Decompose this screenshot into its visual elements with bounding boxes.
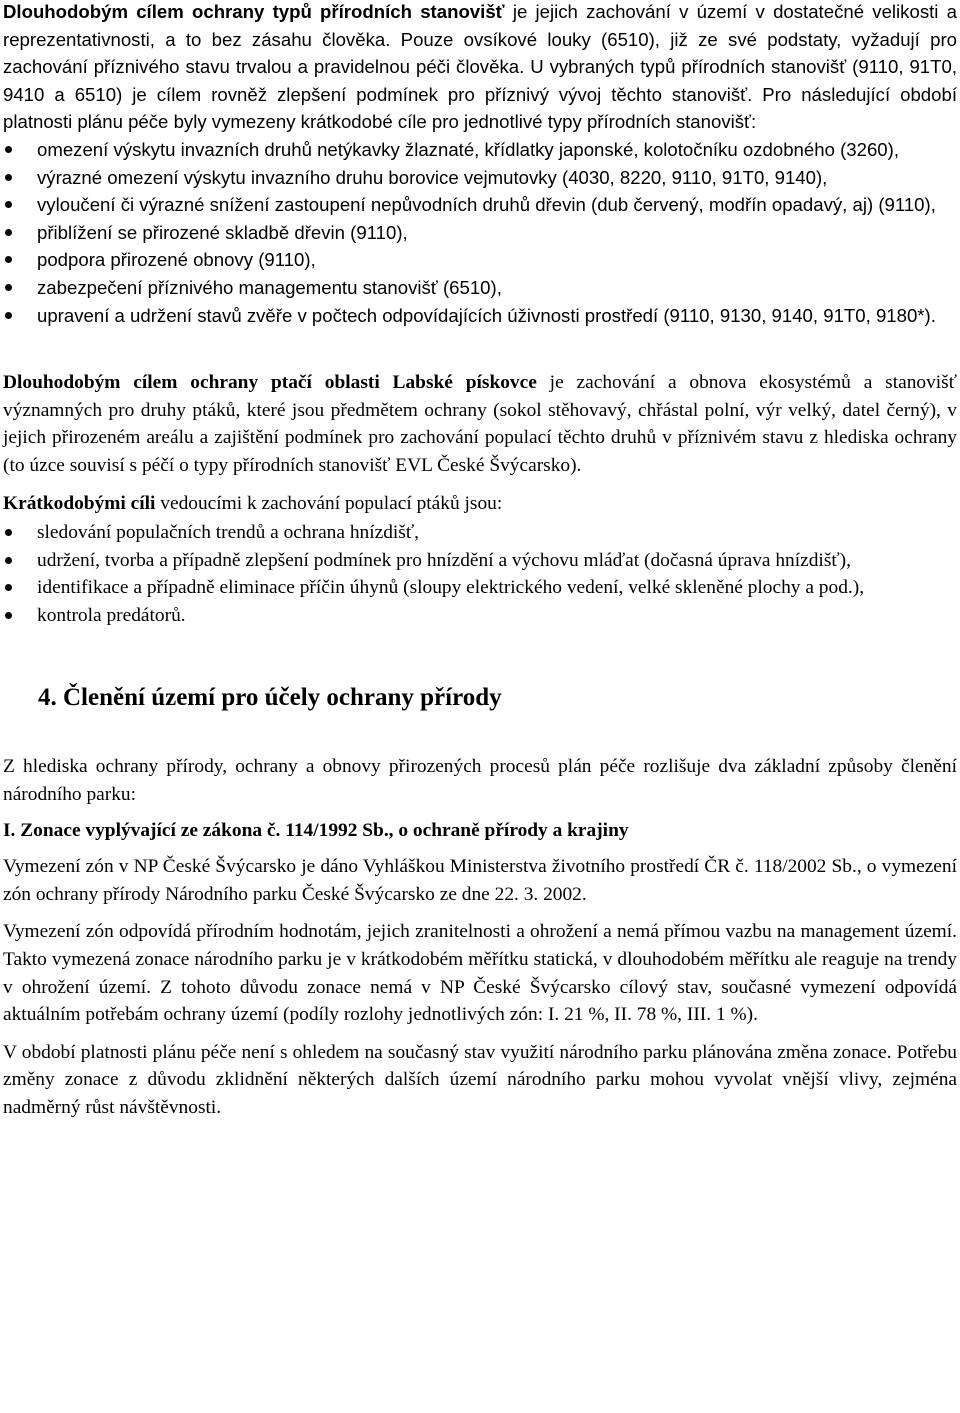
- short-term-goals-text: vedoucími k zachování populací ptáků jsou:: [155, 492, 503, 514]
- bird-area-lead: Dlouhodobým cílem ochrany ptačí oblasti Labské pískovce: [3, 372, 537, 394]
- short-term-goals-lead: Krátkodobými cíli: [3, 492, 156, 514]
- zoning-values-paragraph: Vymezení zón odpovídá přírodním hodnotám, jejich zranitelnosti a ohrožení a nemá přímou vazbu na management území. Takto vymezená zonace národního parku je v krátkodobém měřítku statická, v dlouhodobém měřítku ale reaguje na trendy v ohrožení území. Z tohoto důvodu zonace nemá v NP České Švýcarsko cílový stav, současné vymezení odpovídá aktuálním potřebám ochrany území (podíly rozlohy jednotlivých zón: I. 21 %, II. 78 %, III. 1 %).: [3, 921, 957, 1026]
- zoning-intro-paragraph: Z hlediska ochrany přírody, ochrany a obnovy přirozených procesů plán péče rozlišuje dva základní způsoby členění národního parku:: [3, 756, 957, 806]
- zoning-subheading-rest: , o ochraně přírody a krajiny: [388, 819, 629, 841]
- list-item: vyloučení či výrazné snížení zastoupení nepůvodních druhů dřevin (dub červený, modřín opadavý, aj) (9110),: [3, 191, 957, 219]
- bird-area-text: je zachování a obnova ekosystémů a stanovišť významných pro druhy ptáků, které jsou předmětem ochrany (sokol stěhovavý, chřástal polní, výr velký, datel černý), v jejich přirozeném areálu a zajištění podmínek pro zachování populací těchto druhů v příznivém stavu z hlediska ochrany (to úzce souvisí s péčí o typy přírodních stanovišť EVL České Švýcarsko).: [3, 372, 957, 476]
- zoning-change-paragraph: V období platnosti plánu péče není s ohledem na současný stav využití národního parku plánována změna zonace. Potřebu změny zonace z důvodu zklidnění některých dalších území národního parku mohou vyvolat vnější vlivy, zejména nadměrný růst návštěvnosti.: [3, 1041, 957, 1118]
- bird-goals-list: [3, 519, 957, 629]
- zoning-definition-paragraph: Vymezení zón v NP České Švýcarsko je dáno Vyhláškou Ministerstva životního prostředí ČR č. 118/2002 Sb., o vymezení zón ochrany přírody Národního parku České Švýcarsko ze dne 22. 3. 2002.: [3, 856, 957, 905]
- list-item: upravení a udržení stavů zvěře v počtech odpovídajících úživnosti prostředí (9110, 9130, 9140, 91T0, 9180*).: [3, 302, 957, 330]
- bird-area-paragraph: [3, 369, 957, 479]
- list-item: výrazné omezení výskytu invazního druhu borovice vejmutovky (4030, 8220, 9110, 91T0, 9140),: [3, 164, 957, 192]
- list-item: identifikace a případně eliminace příčin úhynů (sloupy elektrického vedení, velké skleněné plochy a pod.),: [3, 574, 957, 602]
- habitat-goals-list: [3, 136, 957, 329]
- list-item: sledování populačních trendů a ochrana hnízdišť,: [3, 519, 957, 547]
- short-term-goals-intro: [3, 490, 957, 518]
- habitat-goals-text: je jejich zachování v území v dostatečné velikosti a reprezentativnosti, a to bez zásahu člověka. Pouze ovsíkové louky (6510), již ze své podstaty, vyžadují pro zachování příznivého stavu trvalou a pravidelnou péči člověka. U vybraných typů přírodních stanovišť (9110, 91T0, 9410 a 6510) je cílem rovněž zlepšení podmínek pro příznivý vývoj těchto stanovišť. Pro následující období platnosti plánu péče byly vymezeny krátkodobé cíle pro jednotlivé typy přírodních stanovišť:: [3, 1, 957, 133]
- zoning-subheading: [3, 817, 957, 845]
- section-heading: 4. Členění území pro účely ochrany přírody: [38, 684, 502, 712]
- zoning-subheading-lead: I. Zonace vyplývající ze zákona č. 114/1992 Sb.: [3, 819, 389, 841]
- document-page: [3, 0, 957, 1122]
- list-item: podpora přirozené obnovy (9110),: [3, 246, 957, 274]
- list-item: omezení výskytu invazních druhů netýkavky žlaznaté, křídlatky japonské, kolotočníku ozdobného (3260),: [3, 136, 957, 164]
- habitat-goals-paragraph: [3, 0, 957, 136]
- list-item: přiblížení se přirozené skladbě dřevin (9110),: [3, 219, 957, 247]
- list-item: kontrola predátorů.: [3, 602, 957, 630]
- list-item: udržení, tvorba a případně zlepšení podmínek pro hnízdění a výchovu mláďat (dočasná úprava hnízdišť),: [3, 547, 957, 575]
- habitat-goals-lead: Dlouhodobým cílem ochrany typů přírodních stanovišť: [3, 1, 505, 22]
- list-item: zabezpečení příznivého managementu stanovišť (6510),: [3, 274, 957, 302]
